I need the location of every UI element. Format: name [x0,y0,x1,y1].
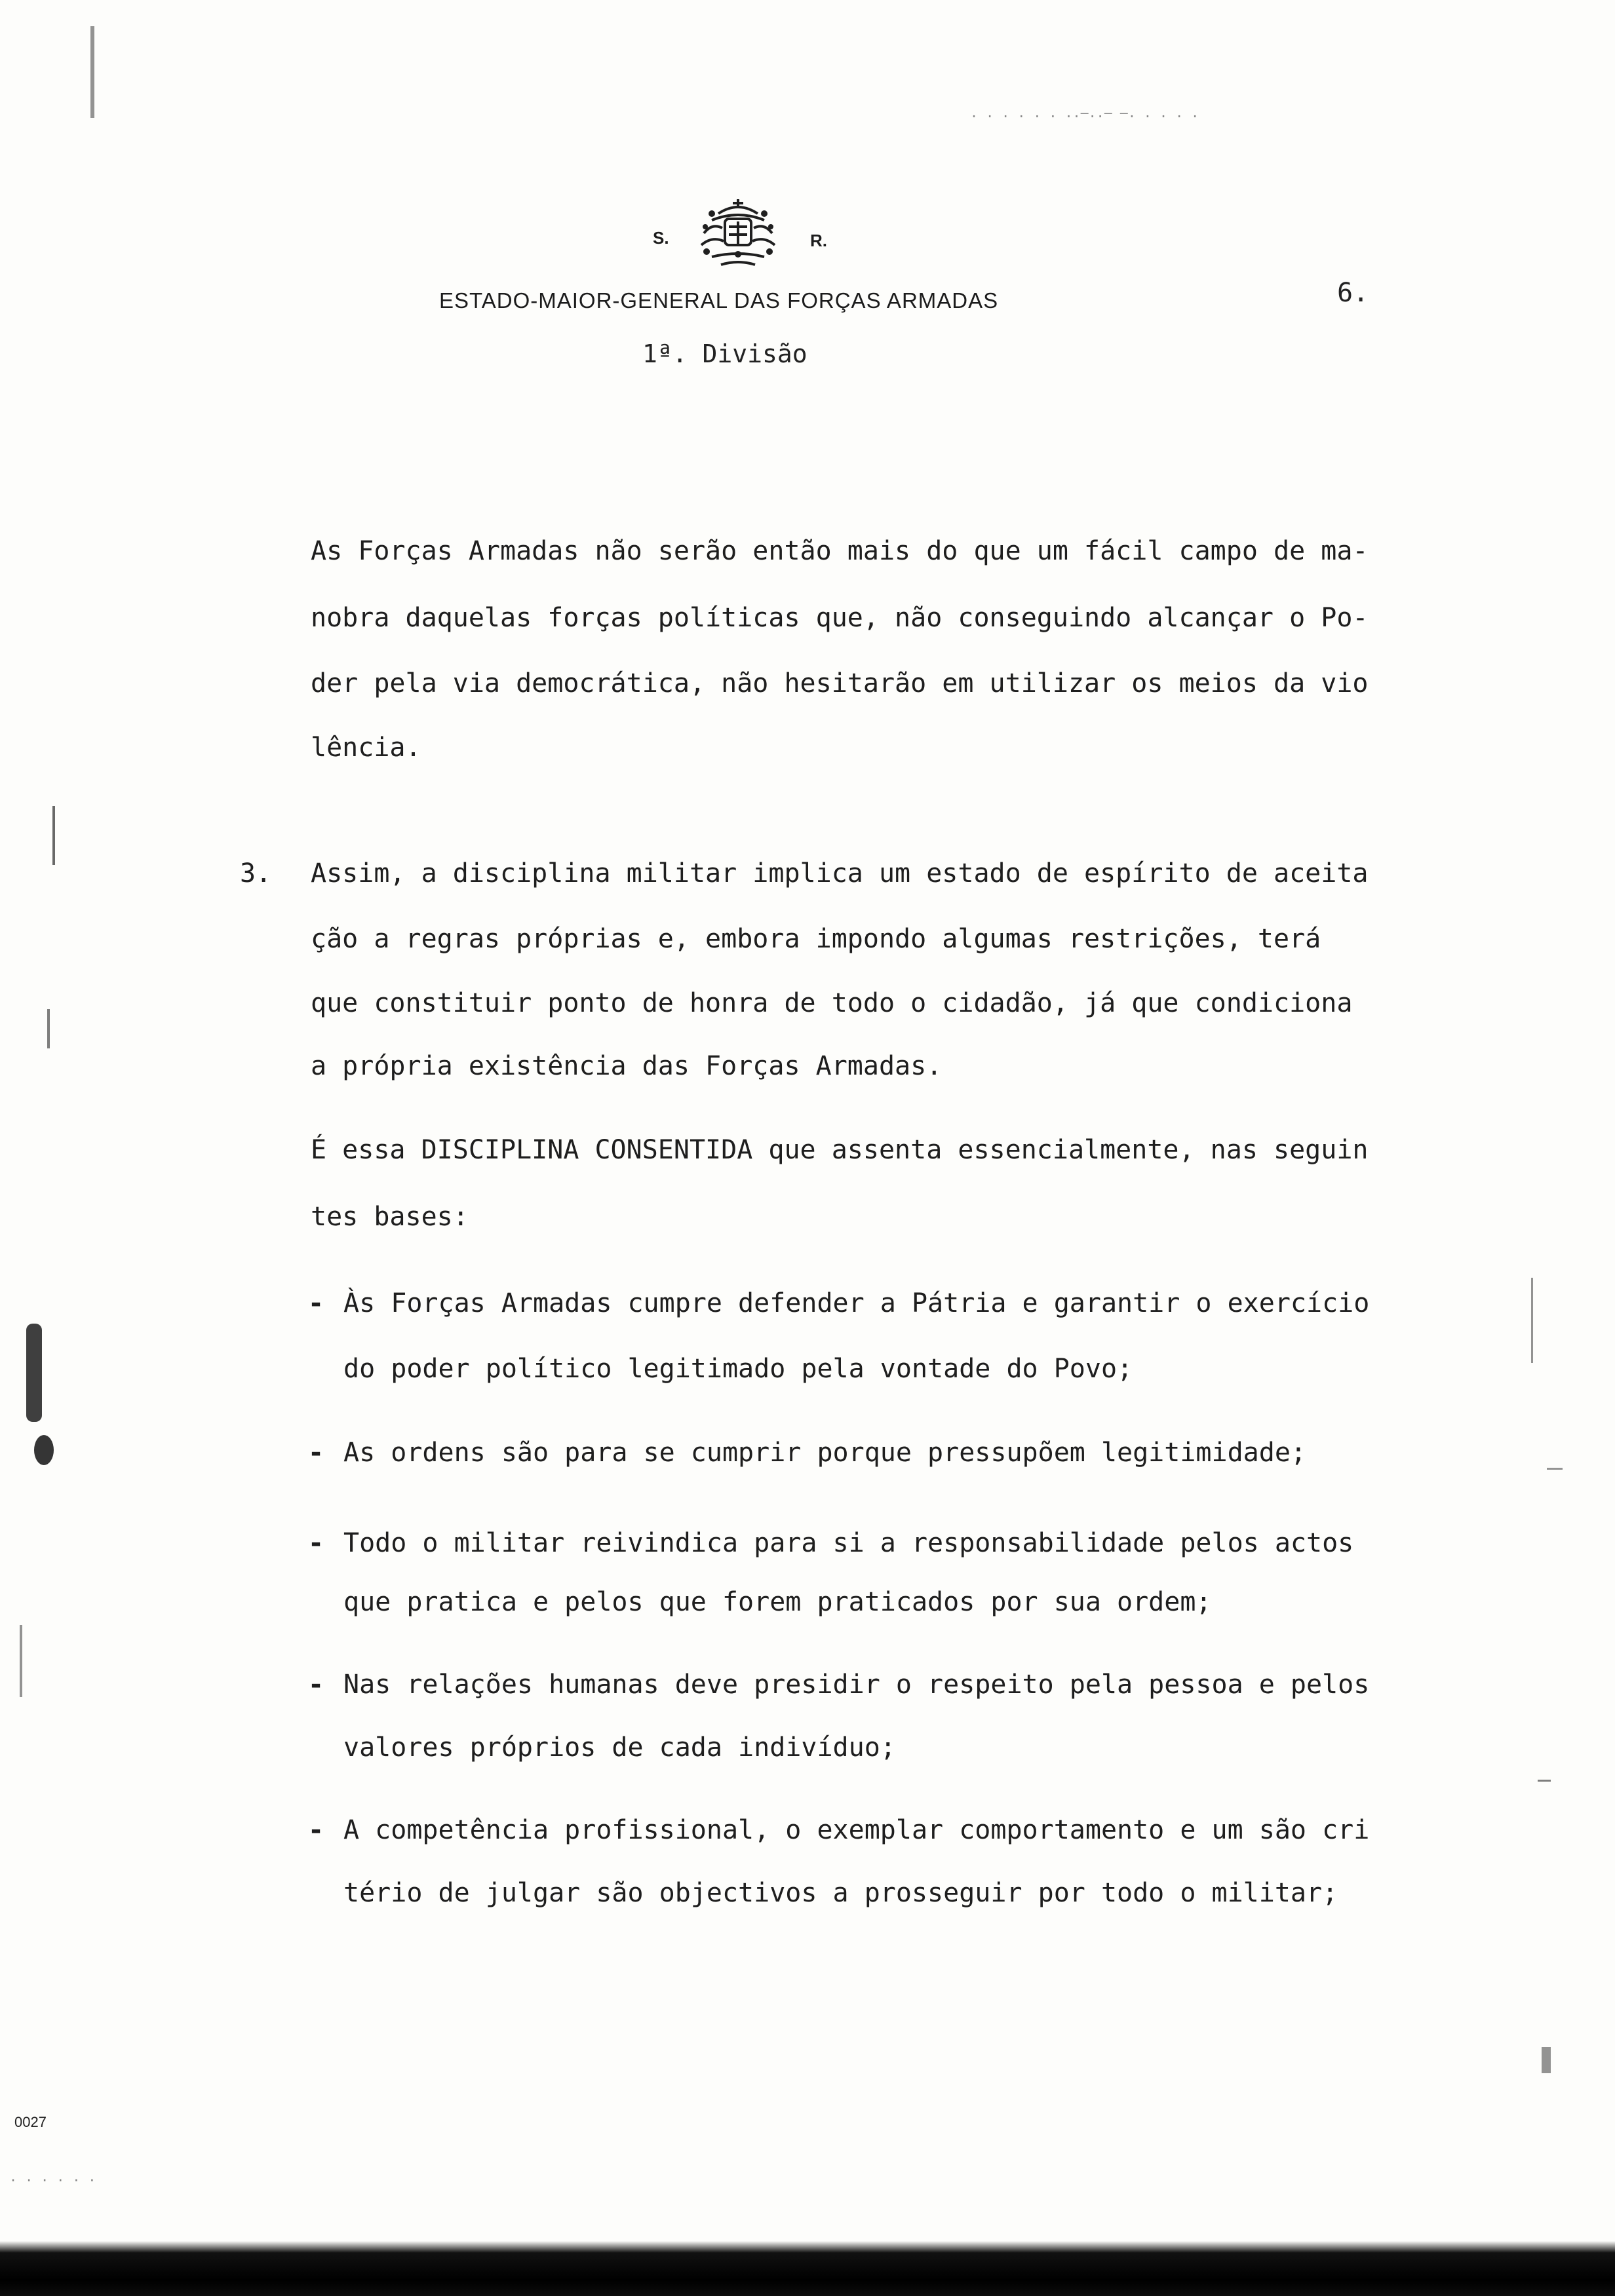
coat-of-arms-icon [692,194,784,273]
division-title: 1ª. Divisão [642,339,808,368]
bullet-line: A competência profissional, o exemplar comportamento e um são cri [343,1815,1370,1845]
organization-title: ESTADO-MAIOR-GENERAL DAS FORÇAS ARMADAS [439,288,999,313]
archive-code: 0027 [14,2114,47,2130]
scan-artifact [20,1625,22,1697]
bullet-line: do poder político legitimado pela vontade do Povo; [343,1354,1133,1384]
intro-line: As Forças Armadas não serão então mais do que um fácil campo de ma- [311,536,1369,566]
paragraph-3-second-line: tes bases: [311,1202,469,1232]
bullet-line: Todo o militar reivindica para si a responsabilidade pelos actos [343,1528,1354,1558]
bullet-dash: - [308,1288,324,1318]
bullet-line: tério de julgar são objectivos a prosseguir por todo o militar; [343,1878,1338,1908]
scan-artifact: . . . . . . [9,2169,96,2185]
intro-line: der pela via democrática, não hesitarão em utilizar os meios da vio [311,668,1369,698]
header-letter-s: S. [653,228,669,248]
bullet-line: As ordens são para se cumprir porque pressupõem legitimidade; [343,1438,1307,1468]
bullet-line: valores próprios de cada indivíduo; [343,1732,896,1763]
scan-bottom-edge [0,2241,1615,2296]
paragraph-3-second-line: É essa DISCIPLINA CONSENTIDA que assenta essencialmente, nas seguin [311,1135,1369,1165]
scan-artifact [52,806,55,865]
bullet-line: que pratica e pelos que forem praticados por sua ordem; [343,1587,1212,1617]
scan-artifact [34,1435,54,1465]
scan-artifact [90,26,94,118]
paragraph-number: 3. [240,858,272,889]
paragraph-3-line: a própria existência das Forças Armadas. [311,1051,943,1081]
bullet-dash: - [308,1528,324,1558]
bullet-dash: - [308,1438,324,1468]
bullet-dash: - [308,1815,324,1845]
header-letter-r: R. [810,231,827,250]
scan-artifact: . . . . . . ..—..— —. . . . . [970,105,1199,121]
scan-artifact [26,1324,42,1422]
intro-line: lência. [311,733,421,763]
page-number: 6. [1337,278,1369,308]
bullet-line: Nas relações humanas deve presidir o respeito pela pessoa e pelos [343,1670,1370,1700]
scan-artifact [1531,1278,1533,1363]
scan-artifact [47,1009,50,1048]
scan-artifact [1542,2047,1551,2073]
bullet-dash: - [308,1670,324,1700]
bullet-line: Às Forças Armadas cumpre defender a Pátria e garantir o exercício [343,1288,1370,1318]
scan-artifact [1547,1468,1563,1470]
paragraph-3-line: ção a regras próprias e, embora impondo algumas restrições, terá [311,924,1321,954]
paragraph-3-line: Assim, a disciplina militar implica um estado de espírito de aceita [311,858,1369,889]
scan-artifact [1538,1780,1551,1782]
intro-line: nobra daquelas forças políticas que, não conseguindo alcançar o Po- [311,603,1369,633]
paragraph-3-line: que constituir ponto de honra de todo o cidadão, já que condiciona [311,988,1353,1018]
